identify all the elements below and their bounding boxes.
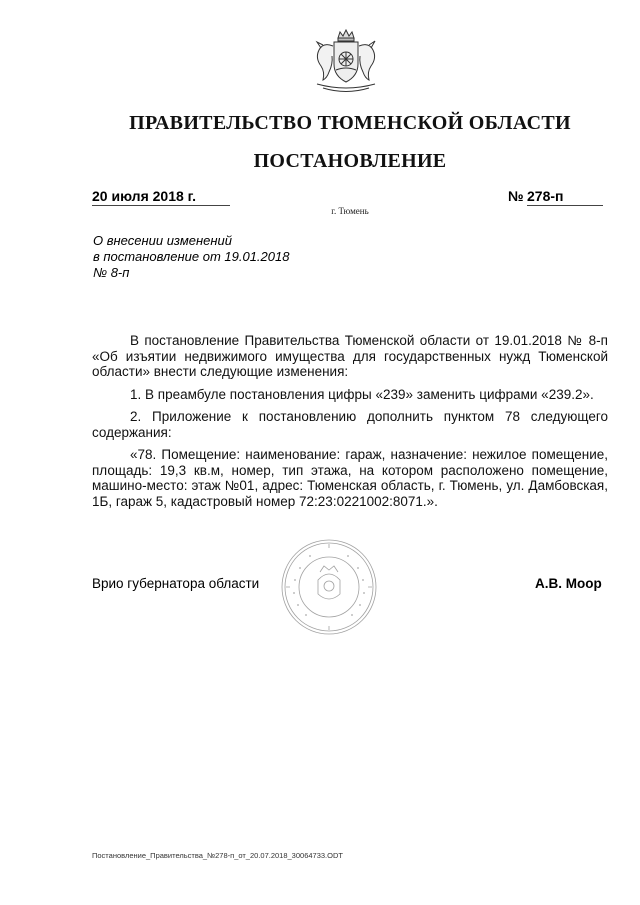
body-paragraph: В постановление Правительства Тюменской области от 19.01.2018 № 8-п «Об изъятии недвижимого имущества для государственных нужд Тюменской области» внести следующие изменения: <box>92 333 608 379</box>
footer-filename: Постановление_Правительства_№278-п_от_20.07.2018_30064733.ODT <box>92 851 343 860</box>
document-subject <box>93 233 353 281</box>
body-paragraph: 1. В преамбуле постановления цифры «239» заменить цифрами «239.2». <box>130 386 594 402</box>
document-type: ПОСТАНОВЛЕНИЕ <box>253 150 447 172</box>
subject-line: № 8-п <box>93 265 130 280</box>
signer-position: Врио губернатора области <box>92 576 260 591</box>
body-paragraph: «78. Помещение: наименование: гараж, назначение: нежилое помещение, площадь: 19,3 кв.м, номер, тип этажа, на котором расположено помещение, машино-место: этаж №01, адрес: Тюменская область, г. Тюмень, ул. Дамбовская, 1Б, гараж 5, кадастровый номер 72:23:0221002:8071.». <box>92 447 608 509</box>
document-date: 20 июля 2018 г. <box>92 188 230 206</box>
signer-name: А.В. Моор <box>535 576 602 591</box>
city-label: г. Тюмень <box>331 206 369 216</box>
subject-line: О внесении изменений <box>93 233 232 248</box>
subject-line: в постановление от 19.01.2018 <box>93 249 290 264</box>
document-body <box>92 333 608 516</box>
body-paragraph: 2. Приложение к постановлению дополнить пунктом 78 следующего содержания: <box>92 409 608 440</box>
number-sign: № <box>508 188 524 204</box>
coat-of-arms-icon <box>305 28 387 98</box>
government-title: ПРАВИТЕЛЬСТВО ТЮМЕНСКОЙ ОБЛАСТИ <box>129 112 571 134</box>
document-number: 278-п <box>527 188 603 206</box>
official-stamp-icon <box>280 538 378 636</box>
